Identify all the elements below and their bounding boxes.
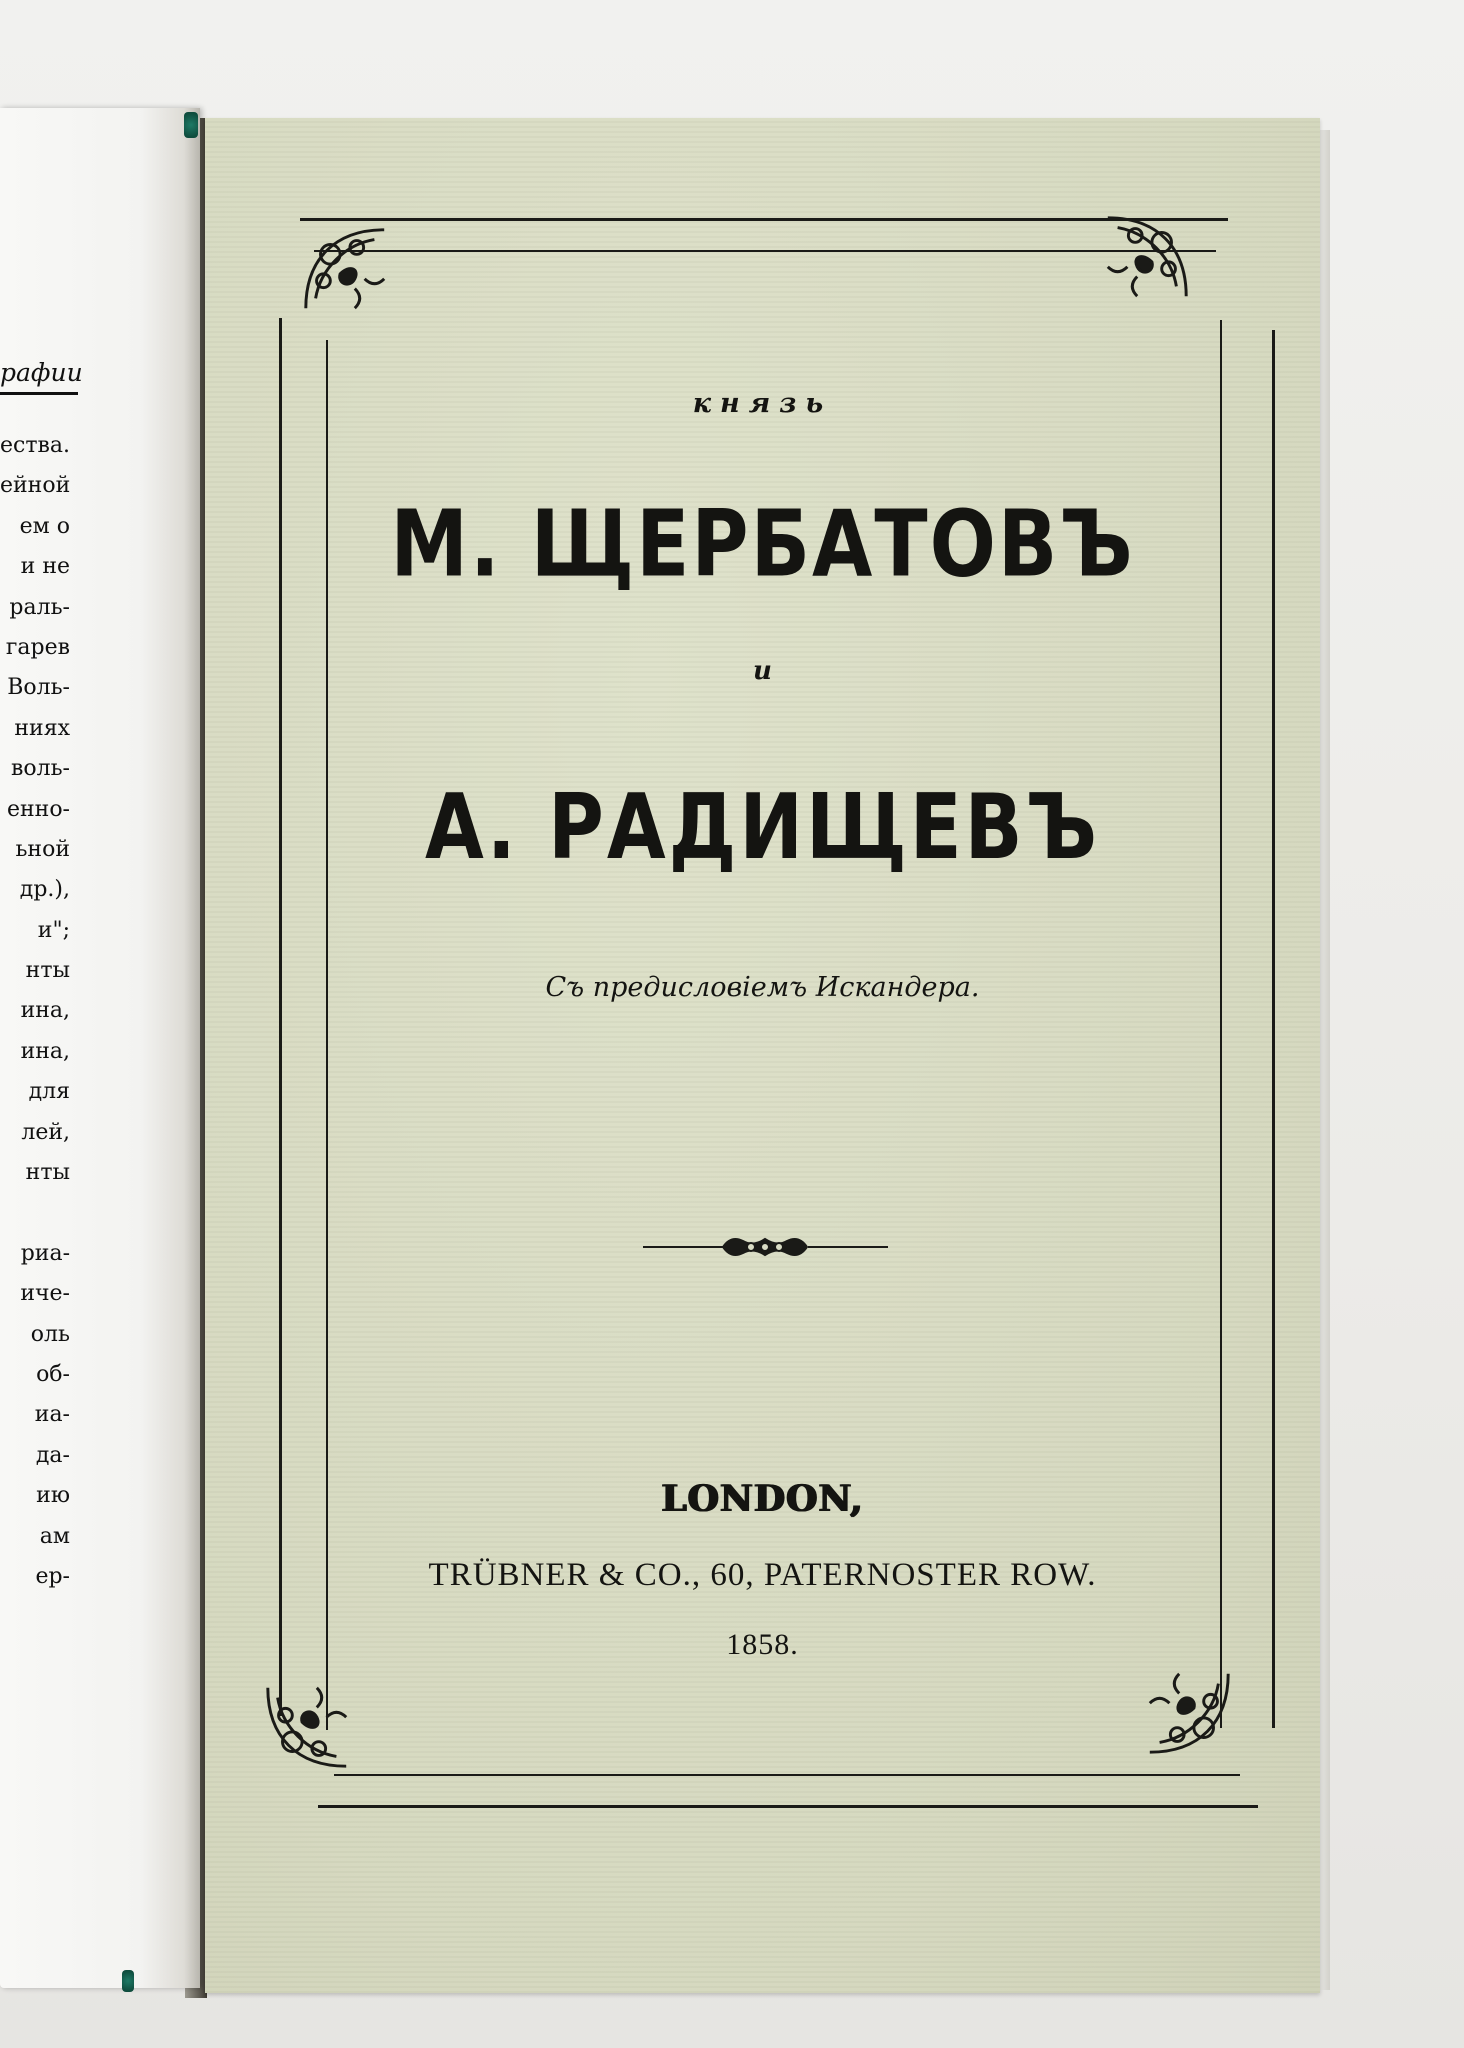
left-text-line: лей, bbox=[21, 1119, 70, 1145]
imprint-city: LONDON, bbox=[661, 1478, 864, 1520]
left-text-line: ейной bbox=[0, 473, 71, 499]
left-text-line: ества. bbox=[0, 433, 71, 458]
author-name-shcherbatov: М. ЩЕРБАТОВЪ bbox=[390, 491, 1135, 599]
left-text-line: для bbox=[28, 1079, 70, 1105]
left-text-line: ер- bbox=[35, 1563, 70, 1589]
left-text-column bbox=[0, 426, 70, 1597]
left-text-line: да- bbox=[35, 1442, 70, 1468]
left-text-line: и не bbox=[20, 554, 70, 580]
corner-ornament-bottom-left bbox=[258, 1678, 356, 1776]
divider-ornament bbox=[643, 1232, 888, 1262]
frame-bottom-inner bbox=[334, 1774, 1240, 1776]
conjunction: и bbox=[753, 656, 772, 686]
left-text-line: Воль- bbox=[7, 675, 70, 701]
frame-bottom-outer bbox=[318, 1805, 1258, 1808]
left-text-line: гарев bbox=[5, 634, 70, 660]
left-text-line: енно- bbox=[6, 796, 70, 822]
bookmark-thread-bottom bbox=[122, 1970, 134, 1992]
corner-ornament-top-left bbox=[296, 220, 394, 318]
left-text-line: ниях bbox=[14, 715, 70, 741]
imprint-year: 1858. bbox=[726, 1628, 799, 1661]
left-text-line: ьной bbox=[15, 836, 70, 862]
left-text-line: иа- bbox=[34, 1402, 70, 1428]
left-facing-page bbox=[0, 108, 200, 1988]
left-text-line: ию bbox=[36, 1483, 70, 1509]
preface-note: Съ предисловіемъ Искандера. bbox=[545, 972, 980, 1003]
left-text-line: ам bbox=[39, 1523, 70, 1549]
left-text-line: нты bbox=[25, 1160, 70, 1186]
bookmark-thread-top bbox=[184, 112, 198, 138]
left-text-line: риа- bbox=[20, 1240, 70, 1266]
left-text-line: иче- bbox=[20, 1281, 70, 1307]
left-text-line: ина, bbox=[20, 1038, 70, 1064]
left-text-line: др.), bbox=[19, 877, 70, 903]
frame-top-inner bbox=[314, 250, 1216, 252]
left-text-line: ем о bbox=[19, 513, 70, 539]
left-text-line: нты bbox=[25, 958, 70, 984]
left-header-rule bbox=[0, 392, 78, 395]
left-text-line: об- bbox=[36, 1361, 70, 1387]
author-name-radishchev: А. РАДИЩЕВЪ bbox=[425, 773, 1100, 880]
prince-label: князь bbox=[692, 388, 833, 419]
left-text-line: раль- bbox=[9, 594, 70, 620]
left-text-line: оль bbox=[30, 1321, 70, 1347]
imprint-publisher: TRÜBNER & CO., 60, PATERNOSTER ROW. bbox=[428, 1557, 1097, 1593]
frame-top-outer bbox=[300, 218, 1228, 221]
left-text-line bbox=[0, 1193, 70, 1233]
corner-ornament-bottom-right bbox=[1140, 1664, 1238, 1762]
left-text-line: воль- bbox=[10, 756, 70, 782]
left-text-line: и"; bbox=[37, 917, 70, 943]
corner-ornament-top-right bbox=[1098, 208, 1196, 306]
left-running-head: рафии bbox=[0, 358, 83, 387]
left-text-line: ина, bbox=[20, 998, 70, 1024]
